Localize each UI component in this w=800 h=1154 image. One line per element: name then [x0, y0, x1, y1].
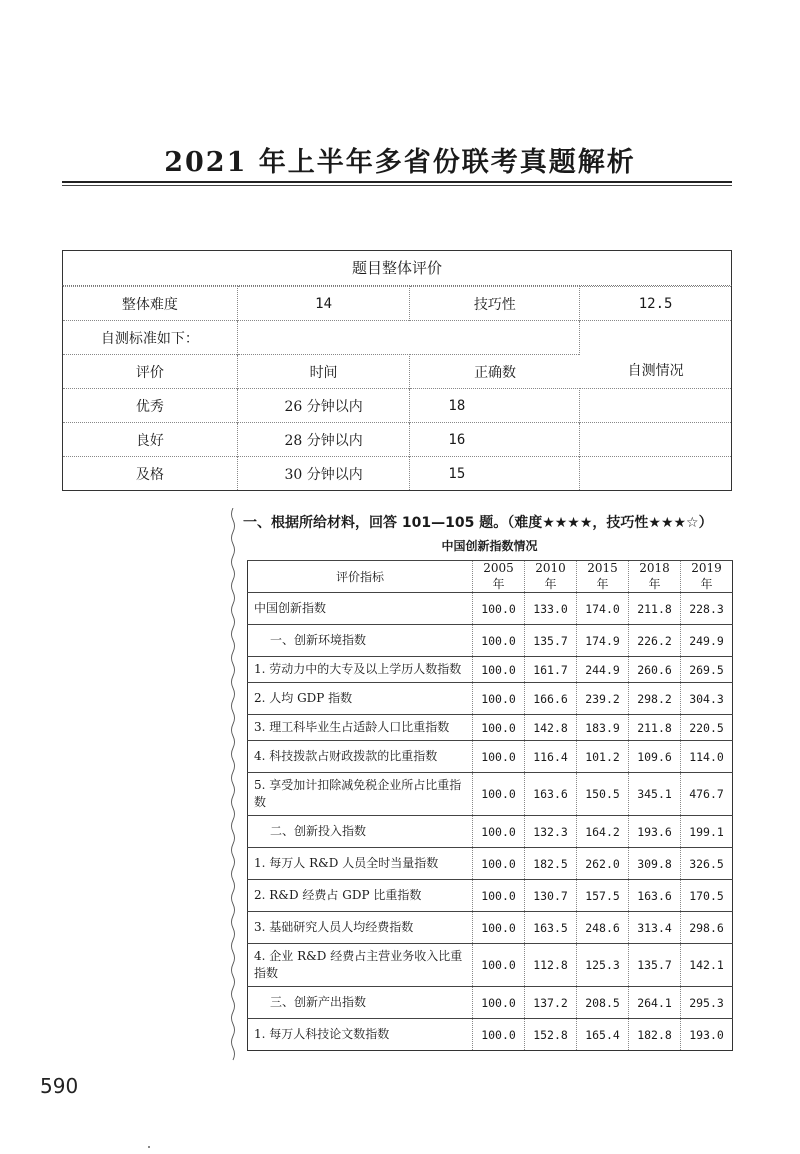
innovation-table-wrap [247, 560, 732, 1051]
value-cell: 208.5 [577, 987, 629, 1019]
value-cell: 326.5 [681, 848, 733, 880]
value-cell: 174.0 [577, 593, 629, 625]
value-cell: 248.6 [577, 912, 629, 944]
value-cell: 193.6 [629, 816, 681, 848]
self-check-cell [580, 389, 732, 423]
column-header: 2018 年 [629, 561, 681, 593]
value-cell: 309.8 [629, 848, 681, 880]
page-number: 590 [40, 1074, 79, 1098]
value-cell: 183.9 [577, 715, 629, 741]
value-cell: 130.7 [525, 880, 577, 912]
value-cell: 345.1 [629, 773, 681, 816]
indicator-cell: 3. 理工科毕业生占适龄人口比重指数 [248, 715, 473, 741]
indicator-cell: 2. R&D 经费占 GDP 比重指数 [248, 880, 473, 912]
innovation-index-table [247, 560, 733, 1051]
value-cell: 166.6 [525, 683, 577, 715]
column-header: 2010 年 [525, 561, 577, 593]
value-cell: 226.2 [629, 625, 681, 657]
value-cell: 161.7 [525, 657, 577, 683]
skill-label: 技巧性 [410, 287, 580, 321]
margin-squiggle [229, 508, 237, 1063]
indicator-cell: 三、创新产出指数 [248, 987, 473, 1019]
correct-cell: 15 [410, 457, 580, 491]
value-cell: 152.8 [525, 1019, 577, 1051]
table-row [248, 741, 733, 773]
indicator-cell: 1. 劳动力中的大专及以上学历人数指数 [248, 657, 473, 683]
indicator-cell: 1. 每万人 R&D 人员全时当量指数 [248, 848, 473, 880]
value-cell: 199.1 [681, 816, 733, 848]
value-cell: 193.0 [681, 1019, 733, 1051]
standard-empty [237, 321, 579, 355]
value-cell: 298.6 [681, 912, 733, 944]
standard-label: 自测标准如下： [63, 321, 238, 355]
title-rule-thin [62, 185, 732, 186]
table-row [248, 625, 733, 657]
value-cell: 100.0 [473, 683, 525, 715]
value-cell: 249.9 [681, 625, 733, 657]
difficulty-value: 14 [237, 287, 410, 321]
value-cell: 114.0 [681, 741, 733, 773]
value-cell: 264.1 [629, 987, 681, 1019]
value-cell: 163.5 [525, 912, 577, 944]
value-cell: 295.3 [681, 987, 733, 1019]
grade-cell: 优秀 [63, 389, 238, 423]
grade-cell: 及格 [63, 457, 238, 491]
value-cell: 170.5 [681, 880, 733, 912]
table-row [248, 912, 733, 944]
value-cell: 298.2 [629, 683, 681, 715]
table-row [248, 816, 733, 848]
time-cell: 30 分钟以内 [237, 457, 410, 491]
correct-header: 正确数 [410, 355, 580, 389]
indicator-cell: 2. 人均 GDP 指数 [248, 683, 473, 715]
value-cell: 157.5 [577, 880, 629, 912]
value-cell: 165.4 [577, 1019, 629, 1051]
evaluation-title: 题目整体评价 [62, 250, 732, 286]
value-cell: 132.3 [525, 816, 577, 848]
evaluation-table [62, 250, 732, 491]
value-cell: 163.6 [525, 773, 577, 816]
value-cell: 142.1 [681, 944, 733, 987]
value-cell: 244.9 [577, 657, 629, 683]
correct-cell: 16 [410, 423, 580, 457]
evaluation-grid [62, 286, 732, 491]
value-cell: 100.0 [473, 912, 525, 944]
grade-header: 评价 [63, 355, 238, 389]
value-cell: 262.0 [577, 848, 629, 880]
table-row [248, 657, 733, 683]
indicator-cell: 1. 每万人科技论文数指数 [248, 1019, 473, 1051]
value-cell: 211.8 [629, 715, 681, 741]
value-cell: 135.7 [629, 944, 681, 987]
value-cell: 100.0 [473, 657, 525, 683]
table-row [248, 593, 733, 625]
standard-row [63, 321, 732, 355]
value-cell: 100.0 [473, 593, 525, 625]
table-row [248, 848, 733, 880]
indicator-cell: 二、创新投入指数 [248, 816, 473, 848]
page-title: 2021 年上半年多省份联考真题解析 [164, 147, 636, 178]
value-cell: 260.6 [629, 657, 681, 683]
evaluation-row [63, 389, 732, 423]
table-row [248, 880, 733, 912]
table-row [248, 715, 733, 741]
value-cell: 125.3 [577, 944, 629, 987]
value-cell: 100.0 [473, 987, 525, 1019]
self-check-cell [580, 423, 732, 457]
time-cell: 26 分钟以内 [237, 389, 410, 423]
value-cell: 313.4 [629, 912, 681, 944]
skill-value: 12.5 [580, 287, 732, 321]
value-cell: 112.8 [525, 944, 577, 987]
value-cell: 100.0 [473, 773, 525, 816]
indicator-cell: 4. 企业 R&D 经费占主营业务收入比重指数 [248, 944, 473, 987]
value-cell: 133.0 [525, 593, 577, 625]
column-header: 2005 年 [473, 561, 525, 593]
table-row [248, 1019, 733, 1051]
time-cell: 28 分钟以内 [237, 423, 410, 457]
title-rule [62, 181, 732, 183]
value-cell: 220.5 [681, 715, 733, 741]
value-cell: 109.6 [629, 741, 681, 773]
value-cell: 100.0 [473, 741, 525, 773]
value-cell: 100.0 [473, 880, 525, 912]
value-cell: 100.0 [473, 848, 525, 880]
value-cell: 239.2 [577, 683, 629, 715]
grade-cell: 良好 [63, 423, 238, 457]
value-cell: 269.5 [681, 657, 733, 683]
value-cell: 228.3 [681, 593, 733, 625]
value-cell: 174.9 [577, 625, 629, 657]
value-cell: 182.8 [629, 1019, 681, 1051]
value-cell: 150.5 [577, 773, 629, 816]
difficulty-label: 整体难度 [63, 287, 238, 321]
column-header: 评价指标 [248, 561, 473, 593]
value-cell: 476.7 [681, 773, 733, 816]
value-cell: 100.0 [473, 715, 525, 741]
value-cell: 100.0 [473, 944, 525, 987]
value-cell: 304.3 [681, 683, 733, 715]
indicator-cell: 中国创新指数 [248, 593, 473, 625]
scan-dot [148, 1146, 150, 1148]
table-caption: 中国创新指数情况 [441, 539, 538, 553]
value-cell: 100.0 [473, 816, 525, 848]
value-cell: 137.2 [525, 987, 577, 1019]
value-cell: 135.7 [525, 625, 577, 657]
evaluation-row [63, 457, 732, 491]
table-row [248, 987, 733, 1019]
value-cell: 100.0 [473, 625, 525, 657]
value-cell: 116.4 [525, 741, 577, 773]
table-row [248, 944, 733, 987]
indicator-cell: 3. 基础研究人员人均经费指数 [248, 912, 473, 944]
value-cell: 211.8 [629, 593, 681, 625]
value-cell: 100.0 [473, 1019, 525, 1051]
evaluation-row [63, 423, 732, 457]
correct-cell: 18 [410, 389, 580, 423]
section-heading: 一、根据所给材料，回答 101—105 题。（难度★★★★，技巧性★★★☆） [243, 515, 713, 531]
indicator-cell: 5. 享受加计扣除减免税企业所占比重指数 [248, 773, 473, 816]
column-header: 2015 年 [577, 561, 629, 593]
time-header: 时间 [237, 355, 410, 389]
value-cell: 164.2 [577, 816, 629, 848]
value-cell: 182.5 [525, 848, 577, 880]
column-header: 2019 年 [681, 561, 733, 593]
value-cell: 163.6 [629, 880, 681, 912]
evaluation-summary-row [63, 287, 732, 321]
table-row [248, 773, 733, 816]
self-check-cell [580, 457, 732, 491]
self-check-header: 自测情况 [580, 321, 732, 389]
table-row [248, 683, 733, 715]
value-cell: 101.2 [577, 741, 629, 773]
value-cell: 142.8 [525, 715, 577, 741]
indicator-cell: 一、创新环境指数 [248, 625, 473, 657]
table-header-row [248, 561, 733, 593]
indicator-cell: 4. 科技拨款占财政拨款的比重指数 [248, 741, 473, 773]
